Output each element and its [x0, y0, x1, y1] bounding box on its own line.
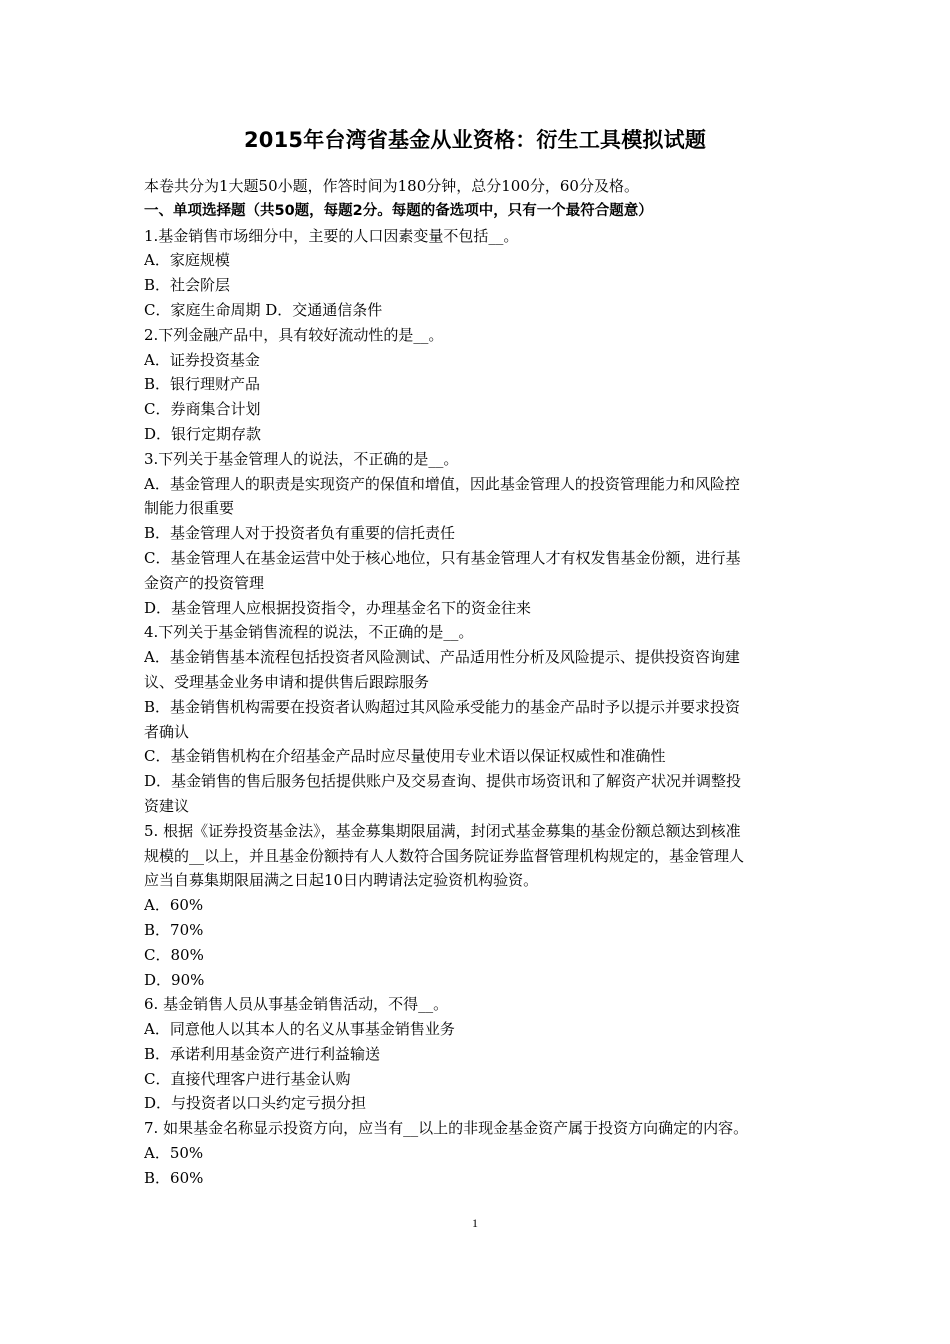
option-line: D．与投资者以口头约定亏损分担	[144, 1094, 367, 1113]
option-line: B．基金管理人对于投资者负有重要的信托责任	[144, 524, 456, 543]
option-line: 制能力很重要	[144, 499, 235, 518]
question-line: 7. 如果基金名称显示投资方向，应当有__以上的非现金基金资产属于投资方向确定的内容。	[144, 1119, 749, 1138]
option-line: 金资产的投资管理	[144, 573, 265, 592]
option-line: C．基金销售机构在介绍基金产品时应尽量使用专业术语以保证权威性和准确性	[144, 747, 666, 766]
option-line: C．80%	[144, 945, 204, 964]
option-line: A．同意他人以其本人的名义从事基金销售业务	[144, 1020, 455, 1039]
option-line: D．90%	[144, 970, 205, 989]
question-line: 4.下列关于基金销售流程的说法，不正确的是__。	[144, 623, 474, 642]
option-line: C．直接代理客户进行基金认购	[144, 1069, 351, 1088]
exam-intro: 本卷共分为1大题50小题，作答时间为180分钟，总分100分，60分及格。	[144, 177, 639, 195]
option-line: C．券商集合计划	[144, 400, 261, 419]
question-line: 6. 基金销售人员从事基金销售活动，不得__。	[144, 995, 449, 1014]
option-line: A．基金管理人的职责是实现资产的保值和增值，因此基金管理人的投资管理能力和风险控	[144, 474, 740, 493]
option-line: A．证券投资基金	[144, 350, 260, 369]
option-line: B．60%	[144, 1168, 204, 1187]
option-line: 者确认	[144, 722, 190, 741]
option-line: D．银行定期存款	[144, 424, 262, 443]
question-line: 应当自募集期限届满之日起10日内聘请法定验资机构验资。	[144, 871, 539, 890]
option-line: B．承诺利用基金资产进行利益输送	[144, 1044, 381, 1063]
option-line: D．基金销售的售后服务包括提供账户及交易查询、提供市场资讯和了解资产状况并调整投	[144, 772, 742, 791]
option-line: B．基金销售机构需要在投资者认购超过其风险承受能力的基金产品时予以提示并要求投资	[144, 697, 741, 716]
question-line: 规模的__以上，并且基金份额持有人人数符合国务院证券监督管理机构规定的，基金管理人	[144, 846, 745, 865]
option-line: B．70%	[144, 920, 204, 939]
page-title: 2015年台湾省基金从业资格：衍生工具模拟试题	[243, 128, 707, 152]
question-line: 5. 根据《证券投资基金法》，基金募集期限届满，封闭式基金募集的基金份额总额达到核准	[144, 821, 741, 840]
option-line: C．家庭生命周期 D．交通通信条件	[144, 300, 383, 319]
option-line: B．社会阶层	[144, 276, 231, 295]
question-line: 3.下列关于基金管理人的说法，不正确的是__。	[144, 449, 459, 468]
option-line: A．60%	[144, 896, 204, 915]
option-line: 议、受理基金业务申请和提供售后跟踪服务	[144, 672, 430, 691]
option-line: C．基金管理人在基金运营中处于核心地位，只有基金管理人才有权发售基金份额，进行基	[144, 548, 741, 567]
option-line: A．家庭规模	[144, 251, 230, 270]
option-line: A．50%	[144, 1144, 204, 1163]
question-line: 2.下列金融产品中，具有较好流动性的是__。	[144, 325, 444, 344]
page-number: 1	[472, 1216, 478, 1230]
section-heading: 一、单项选择题（共50题，每题2分。每题的备选项中，只有一个最符合题意）	[144, 202, 653, 219]
option-line: D．基金管理人应根据投资指令，办理基金名下的资金往来	[144, 598, 532, 617]
option-line: B．银行理财产品	[144, 375, 261, 394]
question-line: 1.基金销售市场细分中，主要的人口因素变量不包括__。	[144, 226, 519, 245]
option-line: 资建议	[144, 796, 190, 815]
option-line: A．基金销售基本流程包括投资者风险测试、产品适用性分析及风险提示、提供投资咨询建	[144, 648, 740, 667]
document-body	[144, 174, 816, 1191]
